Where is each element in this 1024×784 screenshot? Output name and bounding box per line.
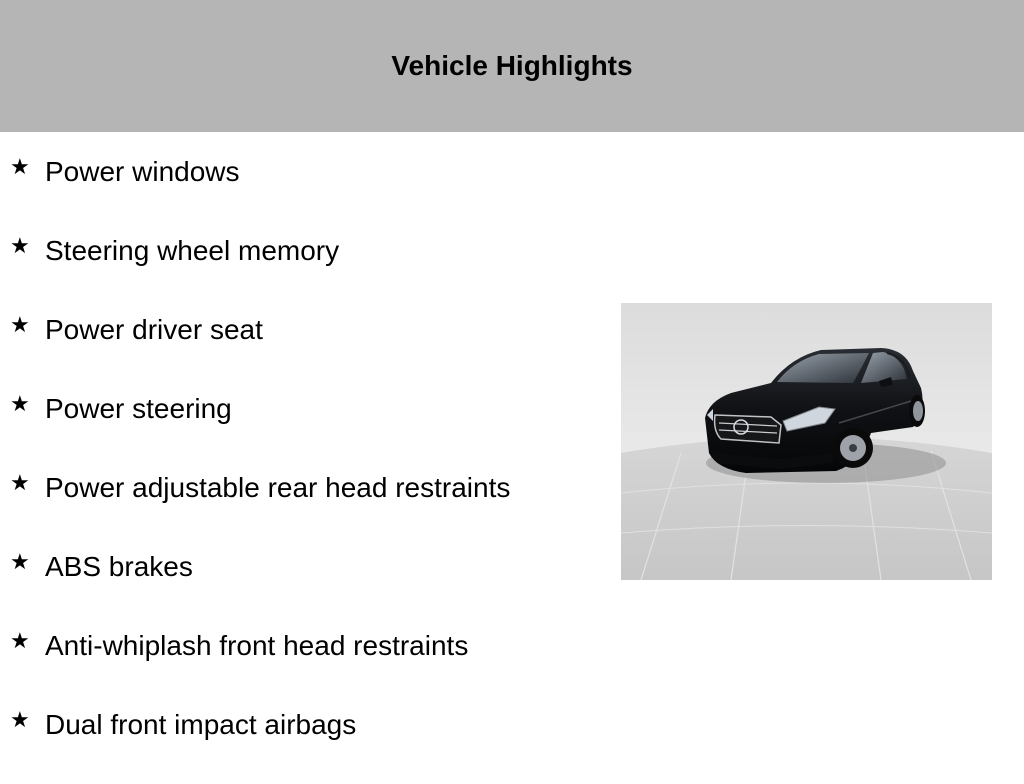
list-item [0, 547, 600, 626]
vehicle-photo [621, 303, 992, 580]
star-icon: ★ [10, 233, 30, 258]
feature-label: Dual front impact airbags [45, 709, 357, 740]
feature-label: Steering wheel memory [45, 235, 340, 266]
header-bar [0, 0, 1024, 132]
list-item [0, 705, 600, 784]
feature-label: Power adjustable rear head restraints [45, 472, 511, 503]
car-image [621, 303, 992, 580]
star-icon: ★ [10, 707, 30, 732]
list-item [0, 152, 600, 231]
feature-label: ABS brakes [45, 551, 193, 582]
list-item [0, 468, 600, 547]
list-item [0, 626, 600, 705]
feature-label: Anti-whiplash front head restraints [45, 630, 469, 661]
page-title: Vehicle Highlights [391, 50, 633, 81]
list-item [0, 231, 600, 310]
star-icon: ★ [10, 391, 30, 416]
star-icon: ★ [10, 470, 30, 495]
feature-label: Power driver seat [45, 314, 263, 345]
feature-list [0, 152, 600, 784]
star-icon: ★ [10, 312, 30, 337]
list-item [0, 310, 600, 389]
star-icon: ★ [10, 628, 30, 653]
star-icon: ★ [10, 154, 30, 179]
feature-label: Power steering [45, 393, 232, 424]
list-item [0, 389, 600, 468]
feature-label: Power windows [45, 156, 240, 187]
star-icon: ★ [10, 549, 30, 574]
